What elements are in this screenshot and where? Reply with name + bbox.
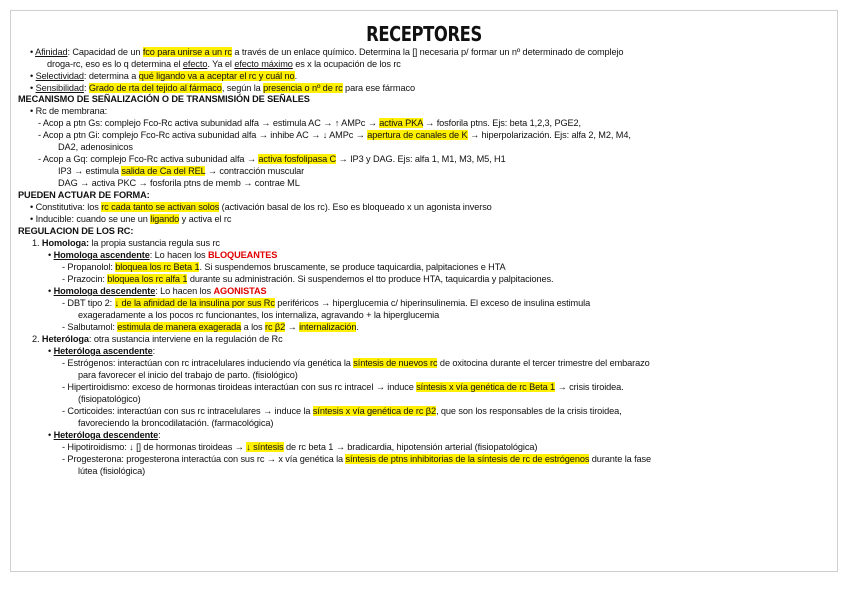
highlighted-text: fco para unirse a un rc (142, 47, 232, 57)
text-line (62, 261, 506, 273)
text-segment: durante su administración. Si suspendemos el tto produce HTA, taquicardia y palpitaciones. (187, 274, 554, 284)
text-segment: → IP3 y DAG. Ejs: alfa 1, M1, M3, M5, H1 (336, 154, 506, 164)
text-segment: efecto (182, 59, 208, 69)
text-segment: : Capacidad de un (67, 47, 143, 57)
text-line (62, 453, 651, 465)
text-segment: • Inducible: cuando se une un (30, 214, 151, 224)
text-segment: - Acop a ptn Gs: complejo Fco-Rc activa subunidad alfa → estimula AC → ↑ AMPc → (38, 118, 380, 128)
text-segment: : (83, 83, 89, 93)
text-line (58, 177, 300, 189)
text-line (48, 285, 267, 297)
text-line (38, 117, 581, 129)
text-segment: DA2, adenosinicos (58, 142, 133, 152)
text-line (78, 465, 145, 477)
highlighted-text: Grado de rta del tejido al fármaco (88, 83, 222, 93)
text-segment: a los (241, 322, 265, 332)
text-line (78, 309, 439, 321)
text-line (30, 213, 231, 225)
text-segment: Homologa: (41, 238, 89, 248)
highlighted-text: síntesis de nuevos rc (353, 358, 438, 368)
highlighted-text: activa fosfolipasa C (258, 154, 337, 164)
text-segment: : determina a (83, 71, 139, 81)
text-segment: - DBT tipo 2: (62, 298, 115, 308)
text-segment: - Propanolol: (62, 262, 116, 272)
text-line (32, 333, 283, 345)
text-segment: - Hipotiroidismo: ↓ [] de hormonas tiroideas → (62, 442, 247, 452)
text-line (18, 189, 150, 201)
text-segment: AGONISTAS (213, 286, 267, 296)
text-segment: • (48, 346, 54, 356)
text-segment: la propia sustancia regula sus rc (89, 238, 220, 248)
highlighted-text: síntesis x vía genética de rc β2 (312, 406, 436, 416)
text-segment: : Lo hacen los (149, 250, 208, 260)
text-segment: y activa el rc (179, 214, 232, 224)
text-segment: → fosforila ptns. Ejs: beta 1,2,3, PGE2, (422, 118, 582, 128)
text-segment: MECANISMO DE SEÑALIZACIÓN O DE TRANSMISIÓN DE SEÑALES (18, 94, 310, 104)
text-segment: - Estrógenos: interactúan con rc intracelulares induciendo vía genética la (62, 358, 354, 368)
page-title: RECEPTORES (366, 22, 482, 46)
text-line (58, 141, 133, 153)
text-line (62, 321, 359, 333)
text-segment: REGULACION DE LOS RC: (18, 226, 134, 236)
text-segment: . (294, 71, 298, 81)
highlighted-text: ↓ de la afinidad de la insulina por sus Rc (114, 298, 275, 308)
text-segment: - Acop a ptn Gi: complejo Fco-Rc activa subunidad alfa → inhibe AC → ↓ AMPc → (38, 130, 368, 140)
text-segment: es x la ocupación de los rc (292, 59, 401, 69)
text-line (38, 153, 506, 165)
highlighted-text: estimula de manera exagerada (117, 322, 242, 332)
text-segment: • (48, 430, 54, 440)
text-segment: Heteróloga descendente (53, 430, 159, 440)
text-segment: para favorecer el inicio del trabajo de parto. (fisiológico) (78, 370, 298, 380)
text-segment: - Corticoides: interactúan con sus rc intracelulares → induce la (62, 406, 313, 416)
text-segment: • (48, 286, 54, 296)
text-segment: Heteróloga (41, 334, 89, 344)
text-segment: droga-rc, eso es lo q determina el (47, 59, 183, 69)
text-line (30, 105, 107, 117)
text-segment: de rc beta 1 → bradicardia, hipotensión arterial (fisiopatológica) (283, 442, 538, 452)
highlighted-text: síntesis de ptns inhibitorias de la síntesis de rc de estrógenos (345, 454, 590, 464)
highlighted-text: rc cada tanto se activan solos (101, 202, 220, 212)
text-line (58, 165, 304, 177)
text-line (30, 70, 297, 82)
text-line (78, 369, 298, 381)
text-segment: . Ya el (207, 59, 235, 69)
text-segment: IP3 → estimula (58, 166, 122, 176)
text-segment: periféricos → hiperglucemia c/ hiperinsulinemia. El exceso de insulina estimula (274, 298, 591, 308)
text-line (30, 201, 492, 213)
text-segment: PUEDEN ACTUAR DE FORMA: (18, 190, 150, 200)
text-segment: . Si suspendemos bruscamente, se produce taquicardia, palpitaciones e HTA (199, 262, 506, 272)
text-segment: exageradamente a los pocos rc funcionantes, los internaliza, agravando + la hiperglucemia (78, 310, 440, 320)
text-segment: → crisis tiroidea. (555, 382, 624, 392)
text-line (18, 93, 310, 105)
text-segment: para ese fármaco (342, 83, 415, 93)
text-segment: - Hipertiroidismo: exceso de hormonas tiroideas interactúan con sus rc intracel → induce (62, 382, 417, 392)
text-segment: favoreciendo la broncodilatación. (farmacológica) (78, 418, 274, 428)
text-segment: efecto máximo (234, 59, 293, 69)
text-segment: , que son los responsables de la crisis tiroidea, (436, 406, 622, 416)
text-segment: - Acop a Gq: complejo Fco-Rc activa subunidad alfa → (38, 154, 259, 164)
highlighted-text: bloquea los rc Beta 1 (115, 262, 200, 272)
text-segment: → contracción muscular (205, 166, 305, 176)
text-segment: : Lo hacen los (155, 286, 214, 296)
highlighted-text: presencia o nº de rc (263, 83, 343, 93)
highlighted-text: rc β2 (264, 322, 286, 332)
text-segment: a través de un enlace químico. Determina la [] necesaria p/ formar un nº determinado de complejo (231, 47, 624, 57)
text-line (48, 249, 277, 261)
text-segment: • Constitutiva: los (30, 202, 102, 212)
text-segment: , según la (221, 83, 264, 93)
text-line (62, 357, 650, 369)
text-segment: Afinidad (35, 47, 68, 57)
text-line (62, 381, 624, 393)
highlighted-text: salida de Ca del REL (121, 166, 206, 176)
text-line (62, 405, 622, 417)
text-segment: • (30, 47, 36, 57)
text-segment: (activación basal de los rc). Eso es bloqueado x un agonista inverso (219, 202, 492, 212)
highlighted-text: ligando (150, 214, 180, 224)
text-segment: Homologa ascendente (53, 250, 150, 260)
text-line (62, 297, 590, 309)
text-segment: → hiperpolarización. Ejs: alfa 2, M2, M4, (467, 130, 631, 140)
text-line (18, 225, 133, 237)
text-line (47, 58, 401, 70)
text-segment: Heteróloga ascendente (53, 346, 153, 356)
text-segment: : (158, 430, 161, 440)
text-segment: • (30, 83, 36, 93)
text-line (48, 429, 161, 441)
text-segment: 2. (32, 334, 42, 344)
text-segment: de oxitocina durante el tercer trimestre del embarazo (437, 358, 650, 368)
text-segment: • (48, 250, 54, 260)
text-segment: - Prazocin: (62, 274, 108, 284)
highlighted-text: internalización (299, 322, 357, 332)
text-line (62, 273, 554, 285)
text-line (32, 237, 220, 249)
text-segment: → (285, 322, 300, 332)
text-segment: • (30, 71, 36, 81)
text-segment: - Salbutamol: (62, 322, 118, 332)
text-segment: Homologa descendente (53, 286, 156, 296)
highlighted-text: qué ligando va a aceptar el rc y cuál no (138, 71, 295, 81)
highlighted-text: síntesis x vía genética de rc Beta 1 (416, 382, 556, 392)
text-segment: : (152, 346, 156, 356)
text-segment: : otra sustancia interviene en la regulación de Rc (88, 334, 283, 344)
text-line (62, 441, 537, 453)
text-segment: BLOQUEANTES (207, 250, 278, 260)
text-segment: • Rc de membrana: (30, 106, 108, 116)
highlighted-text: bloquea los rc alfa 1 (107, 274, 188, 284)
text-line (30, 46, 623, 58)
text-segment: 1. (32, 238, 42, 248)
text-segment: durante la fase (589, 454, 652, 464)
text-line (78, 417, 273, 429)
text-segment: . (356, 322, 359, 332)
text-segment: - Progesterona: progesterona interactúa con sus rc → x vía genética la (62, 454, 346, 464)
text-line (78, 393, 141, 405)
highlighted-text: activa PKA (379, 118, 423, 128)
text-segment: Sensibilidad (35, 83, 84, 93)
text-line (38, 129, 631, 141)
text-segment: (fisiopatológico) (78, 394, 141, 404)
highlighted-text: apertura de canales de K (367, 130, 468, 140)
text-segment: lútea (fisiológica) (78, 466, 146, 476)
text-segment: DAG → activa PKC → fosforila ptns de memb → contrae ML (58, 178, 300, 188)
text-segment: Selectividad (35, 71, 84, 81)
highlighted-text: ↓ síntesis (246, 442, 284, 452)
text-line (48, 345, 155, 357)
